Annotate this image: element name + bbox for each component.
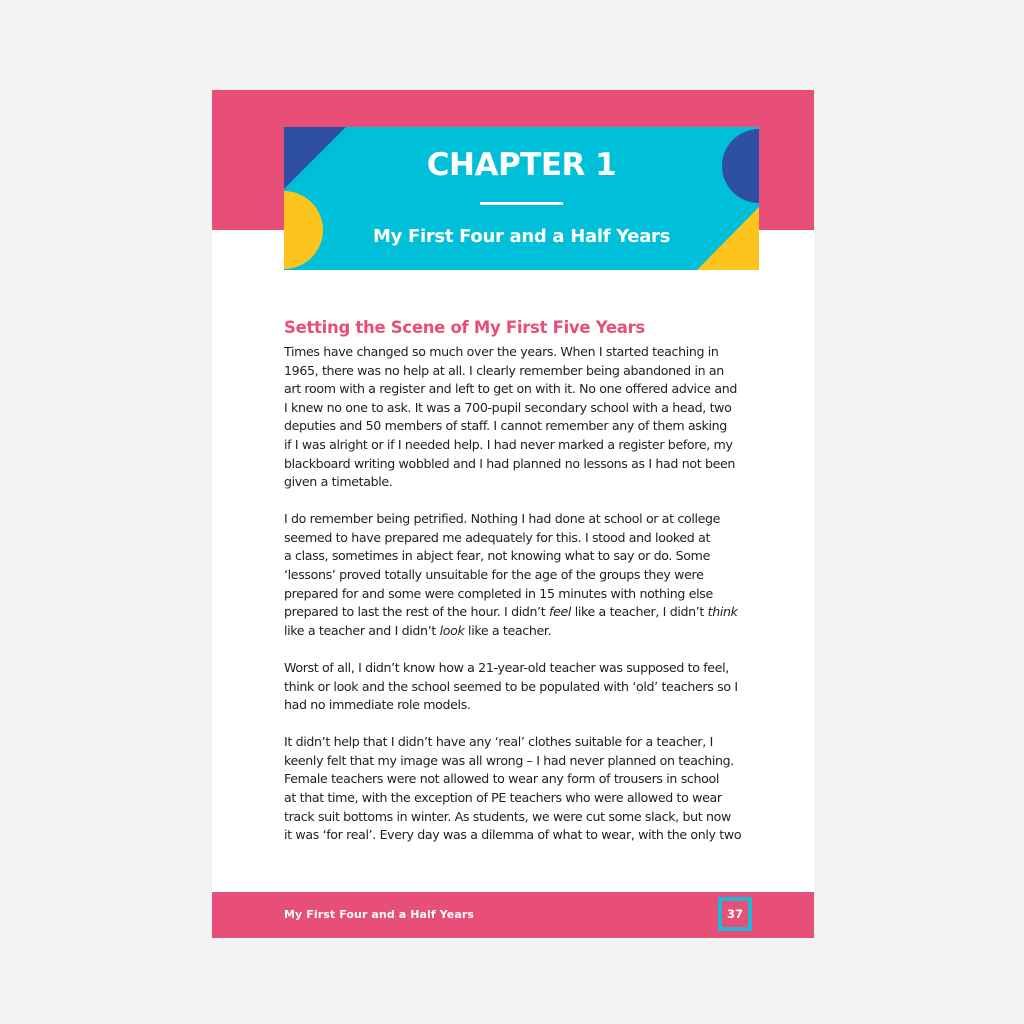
text-run: a class, sometimes in abject fear, not knowing what to say or do. Some bbox=[284, 548, 710, 564]
text-run: like a teacher. bbox=[464, 622, 552, 638]
text-line bbox=[284, 529, 760, 548]
text-line bbox=[284, 603, 760, 622]
text-line bbox=[284, 380, 760, 399]
text-line bbox=[284, 752, 760, 771]
text-run: if I was alright or if I needed help. I had never marked a register before, my bbox=[284, 436, 733, 452]
text-run: ‘lessons’ proved totally unsuitable for the age of the groups they were bbox=[284, 567, 704, 583]
text-run: It didn’t help that I didn’t have any ‘real’ clothes suitable for a teacher, I bbox=[284, 734, 713, 750]
text-run: seemed to have prepared me adequately for this. I stood and looked at bbox=[284, 529, 711, 545]
text-run: prepared to last the rest of the hour. I didn’t bbox=[284, 604, 550, 620]
text-line bbox=[284, 343, 760, 362]
text-run: prepared for and some were completed in 15 minutes with nothing else bbox=[284, 585, 713, 601]
chapter-banner bbox=[284, 127, 759, 270]
text-line bbox=[284, 585, 760, 604]
text-run: deputies and 50 members of staff. I cannot remember any of them asking bbox=[284, 418, 727, 434]
text-line bbox=[284, 733, 760, 752]
section-heading: Setting the Scene of My First Five Years bbox=[284, 318, 645, 337]
body-paragraph bbox=[284, 510, 760, 640]
text-run: art room with a register and left to get on with it. No one offered advice and bbox=[284, 381, 737, 397]
text-run: like a teacher, I didn’t bbox=[571, 604, 708, 620]
text-run: it was ‘for real’. Every day was a dilemma of what to wear, with the only two bbox=[284, 827, 742, 843]
text-line bbox=[284, 362, 760, 381]
text-run: 1965, there was no help at all. I clearly remember being abandoned in an bbox=[284, 362, 724, 378]
page-body bbox=[284, 316, 760, 863]
text-run: I knew no one to ask. It was a 700-pupil secondary school with a head, two bbox=[284, 399, 732, 415]
text-run: at that time, with the exception of PE teachers who were allowed to wear bbox=[284, 789, 722, 805]
text-run: Times have changed so much over the years. When I started teaching in bbox=[284, 344, 719, 359]
emphasized-text: look bbox=[439, 622, 465, 638]
text-line bbox=[284, 547, 760, 566]
text-run: think or look and the school seemed to be populated with ‘old’ teachers so I bbox=[284, 678, 738, 694]
text-run: keenly felt that my image was all wrong – I had never planned on teaching. bbox=[284, 752, 734, 768]
text-line bbox=[284, 770, 760, 789]
text-run: I do remember being petrified. Nothing I had done at school or at college bbox=[284, 511, 721, 527]
chapter-label: CHAPTER 1 bbox=[426, 147, 617, 183]
text-line bbox=[284, 789, 760, 808]
page-number: 37 bbox=[718, 897, 752, 931]
text-line bbox=[284, 659, 760, 678]
chapter-subtitle: My First Four and a Half Years bbox=[372, 226, 671, 247]
text-run: Worst of all, I didn’t know how a 21-year-old teacher was supposed to feel, bbox=[284, 659, 729, 675]
text-run: had no immediate role models. bbox=[284, 697, 471, 713]
text-line bbox=[284, 826, 760, 845]
text-line bbox=[284, 510, 760, 529]
body-paragraph bbox=[284, 659, 760, 715]
text-run: given a timetable. bbox=[284, 474, 393, 490]
body-paragraphs bbox=[284, 343, 760, 845]
body-paragraph bbox=[284, 343, 760, 492]
page-footer bbox=[212, 892, 814, 938]
text-line bbox=[284, 436, 760, 455]
footer-running-title: My First Four and a Half Years bbox=[284, 908, 475, 921]
text-run: Female teachers were not allowed to wear any form of trousers in school bbox=[284, 771, 719, 787]
text-line bbox=[284, 473, 760, 492]
text-line bbox=[284, 399, 760, 418]
text-run: track suit bottoms in winter. As students, we were cut some slack, but now bbox=[284, 808, 731, 824]
text-line bbox=[284, 455, 760, 474]
text-line bbox=[284, 417, 760, 436]
text-run: blackboard writing wobbled and I had planned no lessons as I had not been bbox=[284, 455, 736, 471]
text-line bbox=[284, 622, 760, 641]
text-line bbox=[284, 566, 760, 585]
book-page bbox=[212, 90, 814, 938]
text-run: like a teacher and I didn’t bbox=[284, 622, 440, 638]
chapter-divider bbox=[480, 202, 563, 205]
body-paragraph bbox=[284, 733, 760, 845]
text-line bbox=[284, 696, 760, 715]
text-line bbox=[284, 808, 760, 827]
emphasized-text: feel bbox=[549, 604, 572, 620]
emphasized-text: think bbox=[707, 604, 738, 620]
text-line bbox=[284, 678, 760, 697]
